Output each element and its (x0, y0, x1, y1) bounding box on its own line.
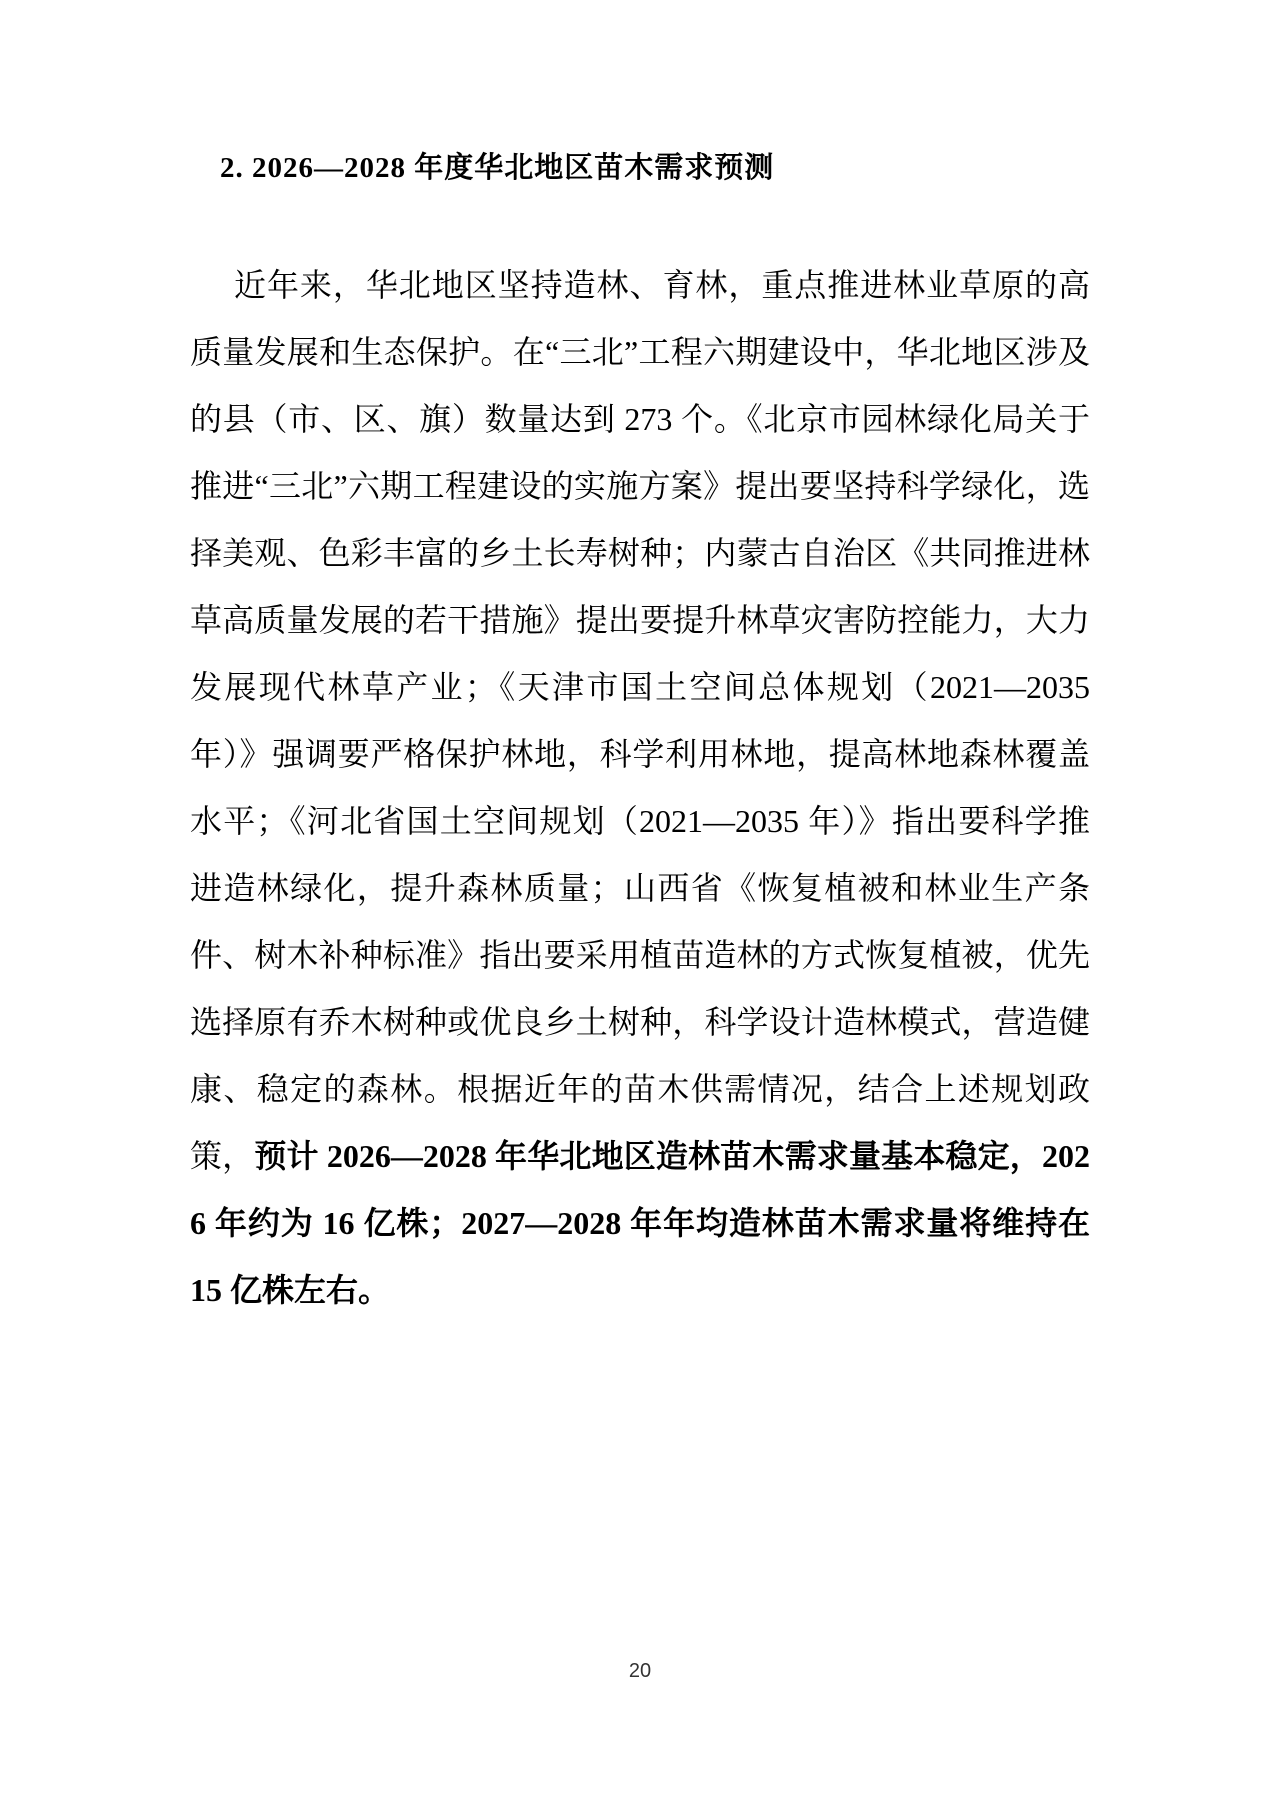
section-heading: 2. 2026—2028 年度华北地区苗木需求预测 (220, 152, 775, 184)
paragraph-normal-text: 近年来，华北地区坚持造林、育林，重点推进林业草原的高质量发展和生态保护。在“三北”工程六期建设中，华北地区涉及的县（市、区、旗）数量达到 273 个。《北京市园林绿化局关于推进“三北”六期工程建设的实施方案》提出要坚持科学绿化，选择美观、色彩丰富的乡土长寿树种；内蒙古自治区《共同推进林草高质量发展的若干措施》提出要提升林草灾害防控能力，大力发展现代林草产业；《天津市国土空间总体规划（2021—2035 年）》强调要严格保护林地，科学利用林地，提高林地森林覆盖水平；《河北省国土空间规划（2021—2035 年）》指出要科学推进造林绿化，提升森林质量；山西省《恢复植被和林业生产条件、树木补种标准》指出要采用植苗造林的方式恢复植被，优先选择原有乔木树种或优良乡土树种，科学设计造林模式，营造健康、稳定的森林。根据近年的苗木供需情况，结合上述规划政策， (190, 267, 1090, 1174)
page-content (190, 148, 1090, 1324)
page-number: 20 (628, 1660, 652, 1682)
paragraph-bold-text: 预计 2026—2028 年华北地区造林苗木需求量基本稳定，2026 年约为 16 亿株；2027—2028 年年均造林苗木需求量将维持在 15 亿株左右。 (190, 1138, 1090, 1308)
body-paragraph (190, 252, 1090, 1324)
